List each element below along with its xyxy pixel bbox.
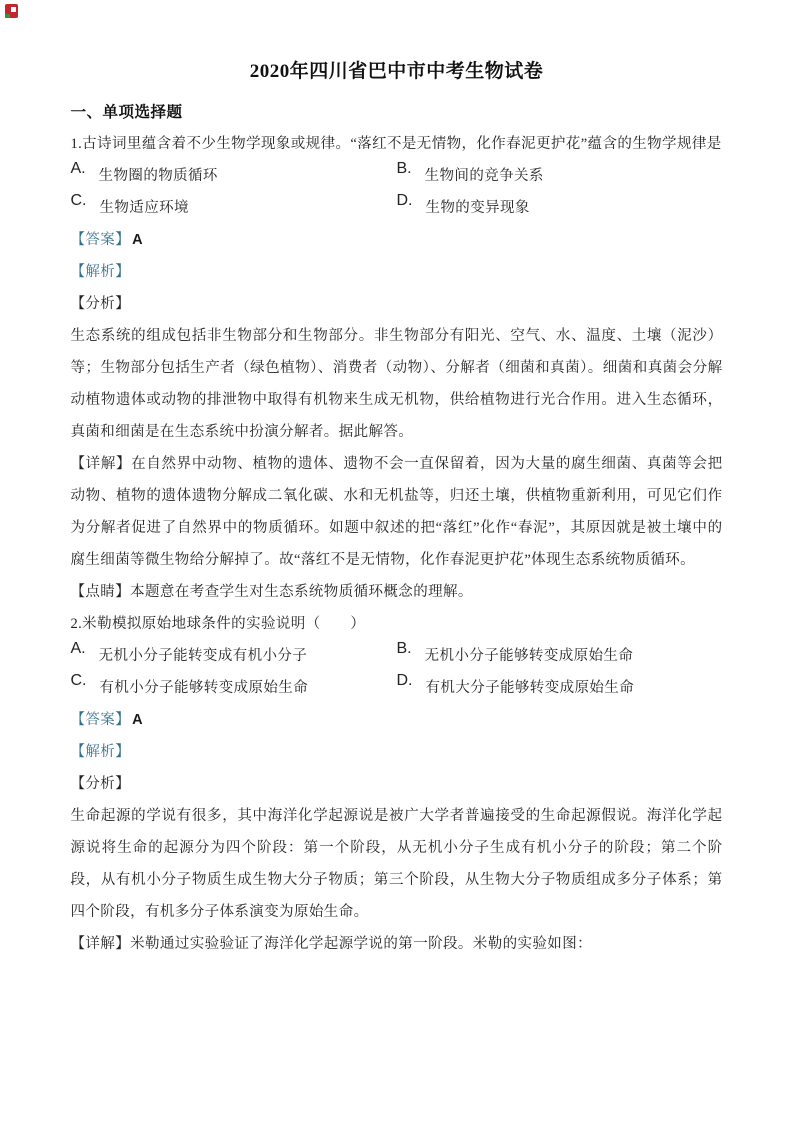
answer-value: A [132,232,143,248]
options-row [71,640,723,672]
option-b [397,160,723,192]
answer-value: A [132,712,143,728]
answer-line [71,224,723,256]
options-row [71,160,723,192]
option-key: D. [396,192,413,209]
options-row [71,672,723,704]
answer-line [71,704,723,736]
option-d [397,192,723,224]
comment-paragraph: 【点睛】本题意在考查学生对生态系统物质循环概念的理解。 [70,584,473,600]
answer-label: 【答案】 [70,232,131,248]
question-stem: 2.米勒模拟原始地球条件的实验说明（ ） [70,616,366,632]
option-text: 生物适应环境 [99,200,189,216]
question-block-2 [71,608,723,960]
option-c [71,192,397,224]
option-key: B. [396,160,412,177]
corner-logo-icon-detail [5,14,10,18]
option-a [71,160,397,192]
option-key: C. [70,192,87,209]
option-key: A. [70,160,86,177]
option-key: A. [70,640,86,657]
option-text: 有机小分子能够转变成原始生命 [99,680,309,696]
breakdown-paragraph: 生态系统的组成包括非生物部分和生物部分。非生物部分有阳光、空气、水、温度、土壤（泥沙）等；生物部分包括生产者（绿色植物）、消费者（动物）、分解者（细菌和真菌）。细菌和真菌会分解动植物遗体或动物的排泄物中取得有机物来生成无机物，供给植物进行光合作用。进入生态循环，真菌和细菌是在生态系统中扮演分解者。据此解答。 [70,328,723,440]
option-key: D. [396,672,413,689]
detail-paragraph: 【详解】米勒通过实验验证了海洋化学起源学说的第一阶段。米勒的实验如图： [70,936,592,952]
corner-logo-icon-detail [11,7,16,12]
option-d [397,672,723,704]
option-c [71,672,397,704]
page-title: 2020年四川省巴中市中考生物试卷 [249,61,544,82]
analysis-label: 【解析】 [70,264,131,280]
options-row [71,192,723,224]
option-key: C. [70,672,87,689]
option-text: 生物的变异现象 [425,200,530,216]
option-b [397,640,723,672]
exam-document [71,0,723,960]
breakdown-paragraph: 生命起源的学说有很多，其中海洋化学起源说是被广大学者普遍接受的生命起源假说。海洋化学起源说将生命的起源分为四个阶段：第一个阶段，从无机小分子生成有机小分子的阶段；第二个阶段，从有机小分子物质生成生物大分子物质；第三个阶段，从生物大分子物质组成多分子体系；第四个阶段，有机多分子体系演变为原始生命。 [70,808,723,920]
option-text: 无机小分子能转变成有机小分子 [98,648,308,664]
section-heading: 一、单项选择题 [70,104,183,121]
option-key: B. [396,640,412,657]
breakdown-label: 【分析】 [70,776,131,792]
option-text: 生物间的竞争关系 [424,168,544,184]
detail-paragraph: 【详解】在自然界中动物、植物的遗体、遗物不会一直保留着，因为大量的腐生细菌、真菌等会把动物、植物的遗体遗物分解成二氧化碳、水和无机盐等，归还土壤，供植物重新利用，可见它们作为分解者促进了自然界中的物质循环。如题中叙述的把“落红”化作“春泥”，其原因就是被土壤中的腐生细菌等微生物给分解掉了。故“落红不是无情物，化作春泥更护花”体现生态系统物质循环。 [70,456,723,568]
option-text: 生物圈的物质循环 [98,168,218,184]
option-a [71,640,397,672]
answer-label: 【答案】 [70,712,131,728]
analysis-label: 【解析】 [70,744,131,760]
option-text: 无机小分子能够转变成原始生命 [424,648,634,664]
corner-logo-icon [5,4,18,18]
question-stem: 1.古诗词里蕴含着不少生物学现象或规律。“落红不是无情物，化作春泥更护花”蕴含的生物学规律是 [70,136,722,152]
question-block-1 [71,128,723,608]
option-text: 有机大分子能够转变成原始生命 [425,680,635,696]
breakdown-label: 【分析】 [70,296,131,312]
